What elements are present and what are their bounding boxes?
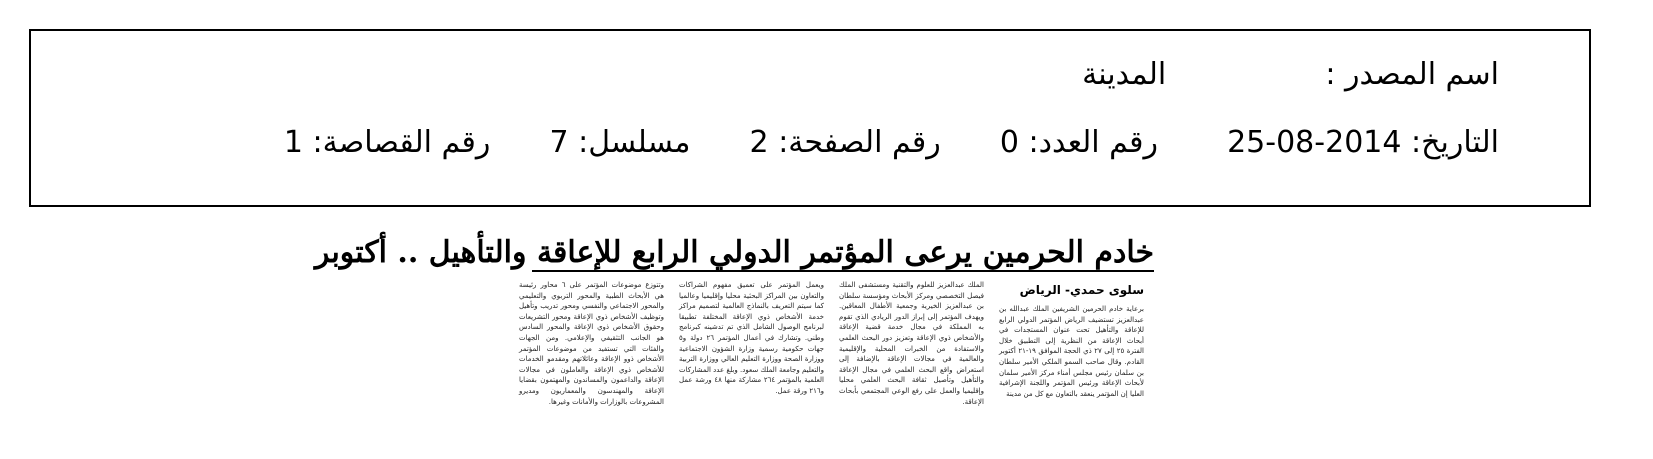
source-value: المدينة: [1082, 57, 1167, 92]
date-value: 2014-08-25: [1227, 125, 1402, 160]
date-label: التاريخ:: [1411, 125, 1499, 160]
article-byline: سلوى حمدي- الرياض: [1019, 283, 1144, 297]
article-column-2: الملك عبدالعزيز للعلوم والتقنية ومستشفى الملك فيصل التخصصي ومركز الأبحاث ومؤسسة سلطان بن عبدالعزيز الخيرية وجمعية الأطفال المعاقين. ويهدف المؤتمر إلى إبراز الدور الريادي الذي تقوم به المملكة في مجال خدمة قضية الإعاقة والأشخاص ذوي الإعاقة وتعزيز دور البحث العلمي والاستفادة من الخبرات المحلية والإقليمية والعالمية في مجالات الإعاقة بالإضافة إلى استعراض واقع البحث العلمي في مجال الإعاقة والتأهيل وتأصيل ثقافة البحث العلمي محليا وإقليميا والعمل على رفع الوعي المجتمعي بأبحاث الإعاقة.: [839, 281, 984, 406]
headline-divider: [532, 270, 1154, 272]
page-value: 2: [749, 125, 769, 160]
serial-value: 7: [549, 125, 569, 160]
clip-value: 1: [283, 125, 303, 160]
article-column-3: ويعمل المؤتمر على تعميق مفهوم الشراكات والتعاون بين المراكز البحثية محليا وإقليميا وعالميا كما سيتم التعريف بالنماذج العالمية لتصميم مراكز خدمة الأشخاص ذوي الإعاقة المختلفة تطبيقا لبرنامج الوصول الشامل الذي تم تدشينه كبرنامج وطني. وتشارك في أعمال المؤتمر ٢٦ دولة و٥ جهات حكومية رسمية وزارة الشؤون الاجتماعية ووزارة الصحة ووزارة التعليم العالي ووزارة التربية والتعليم وجامعة الملك سعود. وبلغ عدد المشاركات العلمية بالمؤتمر ٢٦٤ مشاركة منها ٤٨ ورشة عمل و٢١٦ ورقة عمل.: [679, 281, 824, 395]
newspaper-clipping: [314, 230, 1154, 445]
article-headline: خادم الحرمين يرعى المؤتمر الدولي الرابع للإعاقة والتأهيل .. أكتوبر: [314, 235, 1154, 270]
issue-value: 0: [999, 125, 1019, 160]
clipping-metadata-box: [29, 29, 1591, 207]
source-label: اسم المصدر :: [1325, 57, 1499, 92]
source-row: [1082, 57, 1499, 92]
issue-label: رقم العدد:: [1028, 125, 1158, 160]
page-label: رقم الصفحة:: [778, 125, 941, 160]
details-row: [284, 125, 1499, 160]
article-column-4: وتتوزع موضوعات المؤتمر على ٦ محاور رئيسة هي الأبحاث الطبية والمحور التربوي والتعليمي والمحور الاجتماعي والنفسي ومحور تدريب وتأهيل وتوظيف الأشخاص ذوي الإعاقة ومحور التشريعات وحقوق الأشخاص ذوي الإعاقة والمحور السادس هو الجانب التثقيفي والإعلامي. ومن الجهات والفئات التي تستفيد من موضوعات المؤتمر الأشخاص ذوو الإعاقة وعائلاتهم ومقدمو الخدمات للأشخاص ذوي الإعاقة والعاملون في مجالات الإعاقة والداعمون والمساندون والمهتمون بقضايا الإعاقة والمهندسون والمعماريون ومديرو المشروعات بالوزارات والأمانات وغيرها.: [519, 281, 664, 406]
article-column-1: برعاية خادم الحرمين الشريفين الملك عبدالله بن عبدالعزيز تستضيف الرياض المؤتمر الدولي الرابع للإعاقة والتأهيل تحت عنوان المستجدات في أبحاث الإعاقة من النظرية إلى التطبيق خلال الفترة ٢٥ إلى ٢٧ ذي الحجة الموافق ١٩-٢١ أكتوبر القادم. وقال صاحب السمو الملكي الأمير سلطان بن سلمان رئيس مجلس أمناء مركز الأمير سلمان لأبحاث الإعاقة ورئيس المؤتمر واللجنة الإشرافية العليا إن المؤتمر ينعقد بالتعاون مع كل من مدينة: [999, 305, 1144, 398]
clip-label: رقم القصاصة:: [312, 125, 491, 160]
serial-label: مسلسل:: [578, 125, 691, 160]
